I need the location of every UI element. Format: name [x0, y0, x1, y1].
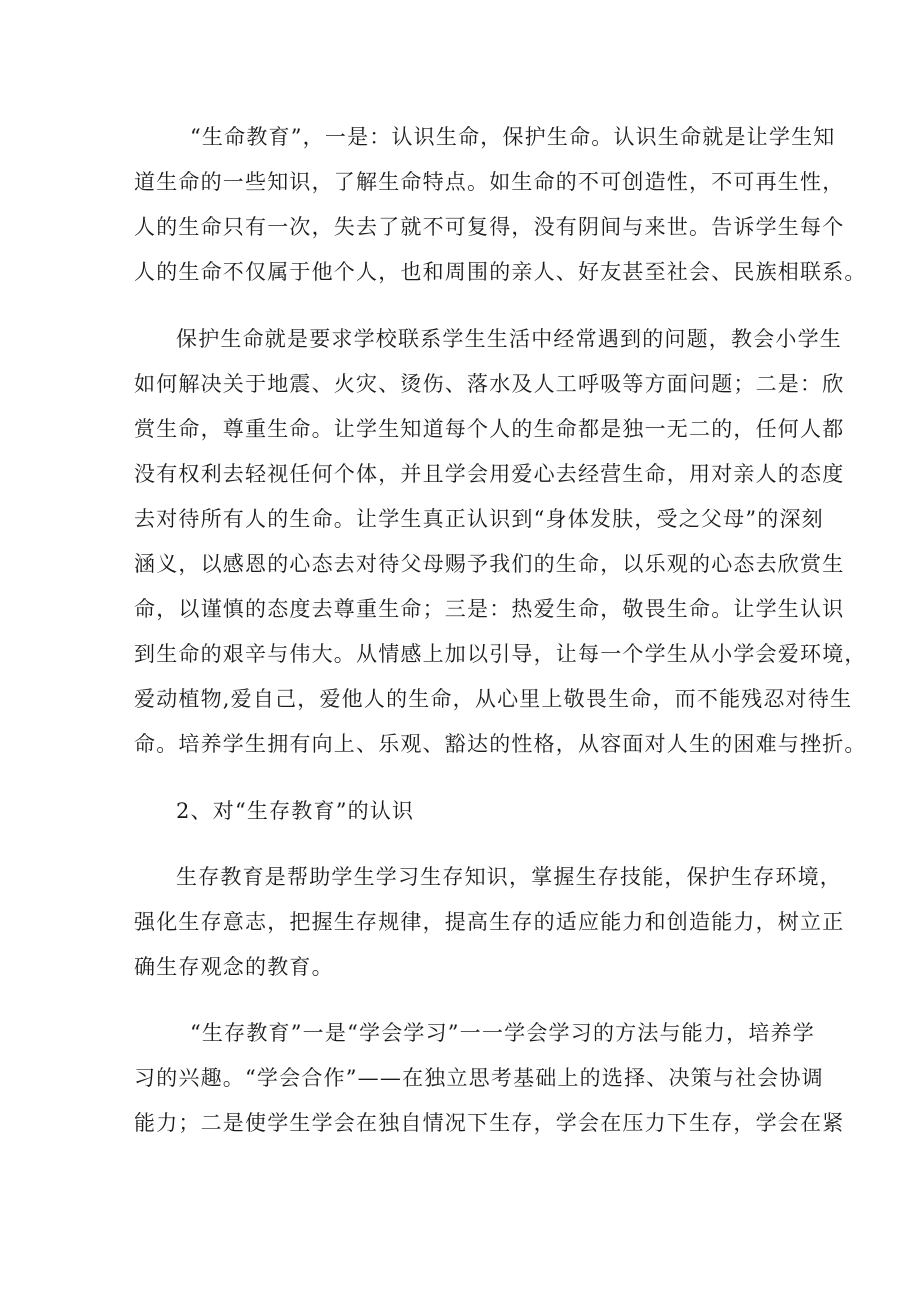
- paragraph-2-line-8: 到生命的艰辛与伟大。从情感上加以引导，让每一个学生从小学会爱环境，: [134, 642, 867, 666]
- section-heading: 2、对“生存教育”的认识: [176, 799, 415, 823]
- paragraph-2-line-1: 保护生命就是要求学校联系学生生活中经常遇到的问题，教会小学生: [176, 327, 842, 351]
- paragraph-1-line-2: 道生命的一些知识，了解生命特点。如生命的不可创造性，不可再生性，: [134, 170, 845, 194]
- paragraph-2-line-7: 命，以谨慎的态度去尊重生命；三是：热爱生命，敬畏生命。让学生认识: [134, 597, 845, 621]
- paragraph-3-line-1: 生存教育是帮助学生学习生存知识，掌握生存技能，保护生存环境，: [176, 865, 842, 889]
- paragraph-1-line-3: 人的生命只有一次，失去了就不可复得，没有阴间与来世。告诉学生每个: [134, 215, 845, 239]
- paragraph-1-line-4: 人的生命不仅属于他个人，也和周围的亲人、好友甚至社会、民族相联系。: [134, 260, 867, 284]
- paragraph-2-line-3: 赏生命，尊重生命。让学生知道每个人的生命都是独一无二的，任何人都: [134, 417, 845, 441]
- paragraph-2-line-5: 去对待所有人的生命。让学生真正认识到“身体发肤，受之父母”的深刻: [134, 507, 824, 531]
- paragraph-2-line-4: 没有权利去轻视任何个体，并且学会用爱心去经营生命，用对亲人的态度: [134, 462, 845, 486]
- paragraph-2-line-9: 爱动植物,爱自己，爱他人的生命，从心里上敬畏生命，而不能残忍对待生: [134, 687, 853, 711]
- paragraph-1-line-1: “生命教育”，一是：认识生命，保护生命。认识生命就是让学生知: [190, 125, 836, 149]
- paragraph-4-line-2: 习的兴趣。“学会合作”——在独立思考基础上的选择、决策与社会协调: [134, 1066, 824, 1090]
- paragraph-3-line-2: 强化生存意志，把握生存规律，提高生存的适应能力和创造能力，树立正: [134, 910, 845, 934]
- paragraph-4-line-1: “生存教育”一是“学会学习”一一学会学习的方法与能力，培养学: [190, 1021, 815, 1045]
- paragraph-3-line-3: 确生存观念的教育。: [134, 955, 334, 979]
- paragraph-2-line-6: 涵义，以感恩的心态去对待父母赐予我们的生命，以乐观的心态去欣赏生: [134, 552, 845, 576]
- paragraph-4-line-3: 能力；二是使学生学会在独自情况下生存，学会在压力下生存，学会在紧: [134, 1111, 845, 1135]
- paragraph-2-line-10: 命。培养学生拥有向上、乐观、豁达的性格，从容面对人生的困难与挫折。: [134, 732, 867, 756]
- paragraph-2-line-2: 如何解决关于地震、火灾、烫伤、落水及人工呼吸等方面问题；二是：欣: [134, 372, 845, 396]
